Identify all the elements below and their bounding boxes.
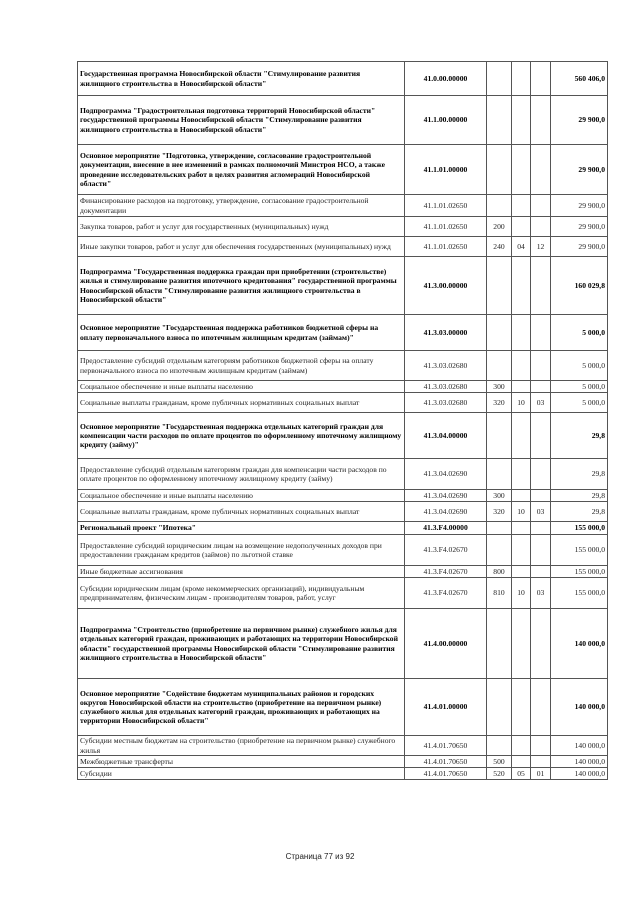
row-target-code: 41.3.F4.00000 — [405, 522, 487, 535]
table-row — [78, 62, 608, 96]
row-expense-type — [487, 736, 512, 756]
table-row — [78, 381, 608, 393]
row-target-code: 41.3.F4.02670 — [405, 566, 487, 578]
row-amount: 29 900,0 — [551, 96, 608, 145]
row-amount: 140 000,0 — [551, 756, 608, 768]
row-amount: 29,8 — [551, 502, 608, 522]
row-target-code: 41.1.00.00000 — [405, 96, 487, 145]
row-expense-type — [487, 609, 512, 679]
row-expense-type — [487, 257, 512, 315]
row-section: 10 — [512, 502, 531, 522]
row-name: Подпрограмма "Градостроительная подготовка территорий Новосибирской области" государственной программы Новосибирской области "Стимулирование развития жилищного строительства в Новосибирской области" — [78, 96, 405, 145]
row-expense-type: 320 — [487, 502, 512, 522]
row-expense-type: 200 — [487, 217, 512, 237]
table-row — [78, 145, 608, 195]
row-expense-type — [487, 96, 512, 145]
row-section — [512, 535, 531, 566]
row-name: Межбюджетные трансферты — [78, 756, 405, 768]
row-subsection — [531, 609, 551, 679]
row-target-code: 41.3.04.02690 — [405, 459, 487, 490]
row-name: Подпрограмма "Строительство (приобретение на первичном рынке) служебного жилья для отдельных категорий граждан, проживающих и работающих на территории Новосибирской области" государственной программы Новосибирской области "Стимулирование развития жилищного строительства в Новосибирской области" — [78, 609, 405, 679]
row-subsection: 03 — [531, 393, 551, 413]
table-row — [78, 566, 608, 578]
row-expense-type: 800 — [487, 566, 512, 578]
row-target-code: 41.1.01.00000 — [405, 145, 487, 195]
row-name: Предоставление субсидий отдельным категориям работников бюджетной сферы на оплату первоначального взноса по ипотечным жилищным кредитам (займам) — [78, 351, 405, 381]
row-name: Региональный проект "Ипотека" — [78, 522, 405, 535]
row-expense-type — [487, 679, 512, 736]
row-amount: 29,8 — [551, 413, 608, 459]
row-name: Субсидии юридическим лицам (кроме некоммерческих организаций), индивидуальным предпринимателям, физическим лицам - производителям товаров, работ, услуг — [78, 578, 405, 609]
row-target-code: 41.1.01.02650 — [405, 237, 487, 257]
row-expense-type: 240 — [487, 237, 512, 257]
row-subsection — [531, 535, 551, 566]
row-expense-type: 320 — [487, 393, 512, 413]
row-amount: 160 029,8 — [551, 257, 608, 315]
row-subsection — [531, 62, 551, 96]
row-section — [512, 679, 531, 736]
row-subsection — [531, 217, 551, 237]
row-amount: 155 000,0 — [551, 566, 608, 578]
row-subsection — [531, 257, 551, 315]
row-section — [512, 413, 531, 459]
row-target-code: 41.4.00.00000 — [405, 609, 487, 679]
row-amount: 5 000,0 — [551, 351, 608, 381]
row-subsection — [531, 413, 551, 459]
row-name: Закупка товаров, работ и услуг для государственных (муниципальных) нужд — [78, 217, 405, 237]
row-subsection — [531, 736, 551, 756]
table-row — [78, 756, 608, 768]
row-amount: 140 000,0 — [551, 609, 608, 679]
row-section — [512, 459, 531, 490]
table-row — [78, 535, 608, 566]
row-section: 10 — [512, 578, 531, 609]
row-amount: 29,8 — [551, 459, 608, 490]
row-expense-type — [487, 351, 512, 381]
row-section — [512, 315, 531, 351]
row-section: 10 — [512, 393, 531, 413]
row-section — [512, 490, 531, 502]
row-expense-type — [487, 195, 512, 217]
budget-table — [77, 61, 608, 780]
row-name: Социальное обеспечение и иные выплаты населению — [78, 490, 405, 502]
page-footer: Страница 77 из 92 — [285, 852, 355, 861]
table-row — [78, 679, 608, 736]
row-subsection: 01 — [531, 768, 551, 780]
table-row — [78, 522, 608, 535]
row-section — [512, 145, 531, 195]
table-row — [78, 195, 608, 217]
row-subsection — [531, 96, 551, 145]
row-subsection — [531, 195, 551, 217]
row-target-code: 41.0.00.00000 — [405, 62, 487, 96]
row-subsection — [531, 381, 551, 393]
table-row — [78, 736, 608, 756]
row-section — [512, 195, 531, 217]
row-target-code: 41.4.01.70650 — [405, 768, 487, 780]
row-section: 05 — [512, 768, 531, 780]
row-expense-type — [487, 145, 512, 195]
row-amount: 140 000,0 — [551, 679, 608, 736]
table-row — [78, 393, 608, 413]
row-amount: 29 900,0 — [551, 237, 608, 257]
row-amount: 29,8 — [551, 490, 608, 502]
row-expense-type — [487, 413, 512, 459]
row-section — [512, 351, 531, 381]
row-expense-type: 500 — [487, 756, 512, 768]
row-name: Субсидии местным бюджетам на строительство (приобретение на первичном рынке) служебного жилья — [78, 736, 405, 756]
row-name: Подпрограмма "Государственная поддержка граждан при приобретении (строительстве) жилья и стимулирование развития ипотечного кредитования" государственной программы Новосибирской области "Стимулирование развития жилищного строительства в Новосибирской области" — [78, 257, 405, 315]
row-amount: 155 000,0 — [551, 578, 608, 609]
row-target-code: 41.1.01.02650 — [405, 195, 487, 217]
row-subsection — [531, 679, 551, 736]
row-target-code: 41.3.F4.02670 — [405, 535, 487, 566]
row-section — [512, 62, 531, 96]
row-target-code: 41.3.04.02690 — [405, 490, 487, 502]
row-subsection — [531, 490, 551, 502]
row-target-code: 41.3.04.00000 — [405, 413, 487, 459]
row-name: Финансирование расходов на подготовку, утверждение, согласование градостроительной документации — [78, 195, 405, 217]
row-section — [512, 257, 531, 315]
row-expense-type — [487, 535, 512, 566]
row-amount: 5 000,0 — [551, 393, 608, 413]
row-amount: 29 900,0 — [551, 217, 608, 237]
row-expense-type: 300 — [487, 381, 512, 393]
row-expense-type — [487, 315, 512, 351]
table-row — [78, 459, 608, 490]
row-name: Основное мероприятие "Государственная поддержка отдельных категорий граждан для компенсации части расходов по оплате процентов по оформленному ипотечному жилищному кредиту (займу)" — [78, 413, 405, 459]
row-name: Предоставление субсидий юридическим лицам на возмещение недополученных доходов при предоставлении гражданам кредитов (займов) по льготной ставке — [78, 535, 405, 566]
row-amount: 560 406,0 — [551, 62, 608, 96]
row-expense-type: 810 — [487, 578, 512, 609]
row-name: Иные бюджетные ассигнования — [78, 566, 405, 578]
row-target-code: 41.3.03.02680 — [405, 381, 487, 393]
table-row — [78, 768, 608, 780]
table-row — [78, 609, 608, 679]
row-name: Основное мероприятие "Содействие бюджетам муниципальных районов и городских округов Новосибирской области на строительство (приобретение на первичном рынке) служебного жилья для отдельных категорий граждан, проживающих и работающих на территории Новосибирской области" — [78, 679, 405, 736]
row-target-code: 41.3.F4.02670 — [405, 578, 487, 609]
row-name: Социальные выплаты гражданам, кроме публичных нормативных социальных выплат — [78, 393, 405, 413]
row-subsection: 03 — [531, 502, 551, 522]
row-amount: 140 000,0 — [551, 736, 608, 756]
table-row — [78, 490, 608, 502]
row-name: Субсидии — [78, 768, 405, 780]
row-section: 04 — [512, 237, 531, 257]
row-subsection — [531, 145, 551, 195]
row-name: Основное мероприятие "Государственная поддержка работников бюджетной сферы на оплату первоначального взноса по ипотечным жилищным кредитам (займам)" — [78, 315, 405, 351]
row-target-code: 41.4.01.00000 — [405, 679, 487, 736]
row-expense-type — [487, 62, 512, 96]
row-section — [512, 756, 531, 768]
row-amount: 5 000,0 — [551, 381, 608, 393]
row-target-code: 41.3.03.02680 — [405, 351, 487, 381]
row-name: Предоставление субсидий отдельным категориям граждан для компенсации части расходов по оплате процентов по оформленному ипотечному жилищному кредиту (займу) — [78, 459, 405, 490]
row-subsection — [531, 566, 551, 578]
row-section — [512, 96, 531, 145]
row-target-code: 41.4.01.70650 — [405, 736, 487, 756]
row-target-code: 41.3.00.00000 — [405, 257, 487, 315]
row-name: Основное мероприятие "Подготовка, утверждение, согласование градостроительной документации, внесение в нее изменений в рамках полномочий Минстроя НСО, а также проведение исследовательских работ в целях развития агломераций Новосибирской области" — [78, 145, 405, 195]
row-target-code: 41.3.04.02690 — [405, 502, 487, 522]
row-name: Иные закупки товаров, работ и услуг для обеспечения государственных (муниципальных) нужд — [78, 237, 405, 257]
row-name: Государственная программа Новосибирской области "Стимулирование развития жилищного строительства в Новосибирской области" — [78, 62, 405, 96]
row-expense-type: 300 — [487, 490, 512, 502]
row-section — [512, 381, 531, 393]
row-subsection — [531, 756, 551, 768]
row-amount: 155 000,0 — [551, 535, 608, 566]
table-row — [78, 217, 608, 237]
budget-table-body — [78, 62, 608, 780]
table-row — [78, 578, 608, 609]
row-subsection: 12 — [531, 237, 551, 257]
table-row — [78, 257, 608, 315]
row-name: Социальные выплаты гражданам, кроме публичных нормативных социальных выплат — [78, 502, 405, 522]
table-row — [78, 351, 608, 381]
row-amount: 29 900,0 — [551, 195, 608, 217]
row-target-code: 41.3.03.00000 — [405, 315, 487, 351]
row-expense-type — [487, 522, 512, 535]
table-row — [78, 315, 608, 351]
row-expense-type: 520 — [487, 768, 512, 780]
table-row — [78, 413, 608, 459]
row-amount: 5 000,0 — [551, 315, 608, 351]
row-amount: 29 900,0 — [551, 145, 608, 195]
row-target-code: 41.3.03.02680 — [405, 393, 487, 413]
table-row — [78, 502, 608, 522]
row-section — [512, 566, 531, 578]
row-name: Социальное обеспечение и иные выплаты населению — [78, 381, 405, 393]
row-section — [512, 217, 531, 237]
table-row — [78, 237, 608, 257]
row-subsection — [531, 522, 551, 535]
row-target-code: 41.1.01.02650 — [405, 217, 487, 237]
row-subsection — [531, 459, 551, 490]
row-subsection — [531, 351, 551, 381]
row-section — [512, 609, 531, 679]
row-amount: 140 000,0 — [551, 768, 608, 780]
row-section — [512, 522, 531, 535]
row-subsection: 03 — [531, 578, 551, 609]
row-expense-type — [487, 459, 512, 490]
table-row — [78, 96, 608, 145]
row-amount: 155 000,0 — [551, 522, 608, 535]
row-subsection — [531, 315, 551, 351]
row-target-code: 41.4.01.70650 — [405, 756, 487, 768]
row-section — [512, 736, 531, 756]
